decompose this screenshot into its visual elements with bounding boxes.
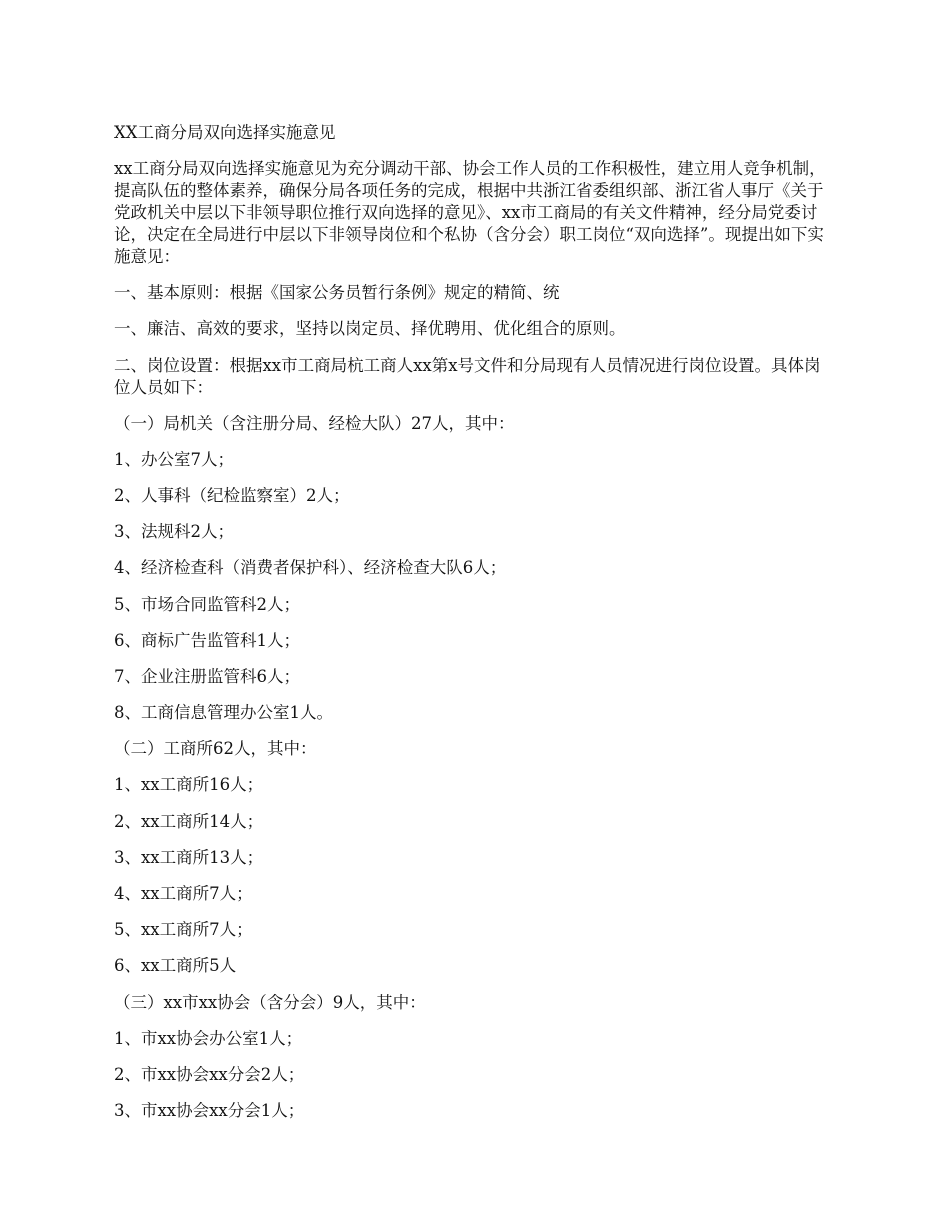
list-item: 5、xx工商所7人； <box>114 920 253 940</box>
list-item: 2、xx工商所14人； <box>114 811 264 831</box>
list-item: 5、市场合同监管科2人； <box>114 594 300 614</box>
section-offices: （二）工商所62人，其中： <box>114 739 317 759</box>
list-item: 4、经济检查科（消费者保护科）、经济检查大队6人； <box>114 558 507 578</box>
list-item: 3、法规科2人； <box>114 522 234 542</box>
list-item: 1、xx工商所16人； <box>114 775 264 795</box>
list-item: 2、市xx协会xx分会2人； <box>114 1064 305 1084</box>
list-item: 2、人事科（纪检监察室）2人； <box>114 485 350 505</box>
list-item: 7、企业注册监管科6人； <box>114 666 300 686</box>
list-item: 4、xx工商所7人； <box>114 884 253 903</box>
paragraph-intro: xx工商分局双向选择实施意见为充分调动干部、协会工作人员的工作积极性，建立用人竞争机制，提高队伍的整体素养，确保分局各项任务的完成，根据中共浙江省委组织部、浙江省人事厅《关于党政机关中层以下非领导职位推行双向选择的意见》、xx市工商局的有关文件精神，经分局党委讨论，决定在全局进行中层以下非领导岗位和个私协（含分会）职工岗位“双向选择”。现提出如下实施意见： <box>114 159 826 267</box>
list-item: 6、xx工商所5人 <box>114 956 237 976</box>
paragraph-positions: 二、岗位设置：根据xx市工商局杭工商人xx第x号文件和分局现有人员情况进行岗位设置。具体岗位人员如下： <box>114 355 821 397</box>
paragraph-principle-1: 一、基本原则：根据《国家公务员暂行条例》规定的精简、统 <box>114 283 560 303</box>
document-page <box>114 122 836 1136</box>
section-association: （三）xx市xx协会（含分会）9人，其中： <box>114 992 426 1012</box>
list-item: 1、市xx协会办公室1人； <box>114 1028 303 1048</box>
list-item: 6、商标广告监管科1人； <box>114 630 300 650</box>
paragraph-principle-2: 一、廉洁、高效的要求，坚持以岗定员、择优聘用、优化组合的原则。 <box>114 319 626 339</box>
document-title: XX工商分局双向选择实施意见 <box>114 123 336 142</box>
list-item: 3、xx工商所13人； <box>114 847 264 867</box>
list-item: 3、市xx协会xx分会1人； <box>114 1101 305 1121</box>
list-item: 1、办公室7人； <box>114 449 234 469</box>
list-item: 8、工商信息管理办公室1人。 <box>114 703 333 723</box>
section-bureau: （一）局机关（含注册分局、经检大队）27人，其中： <box>114 413 515 433</box>
